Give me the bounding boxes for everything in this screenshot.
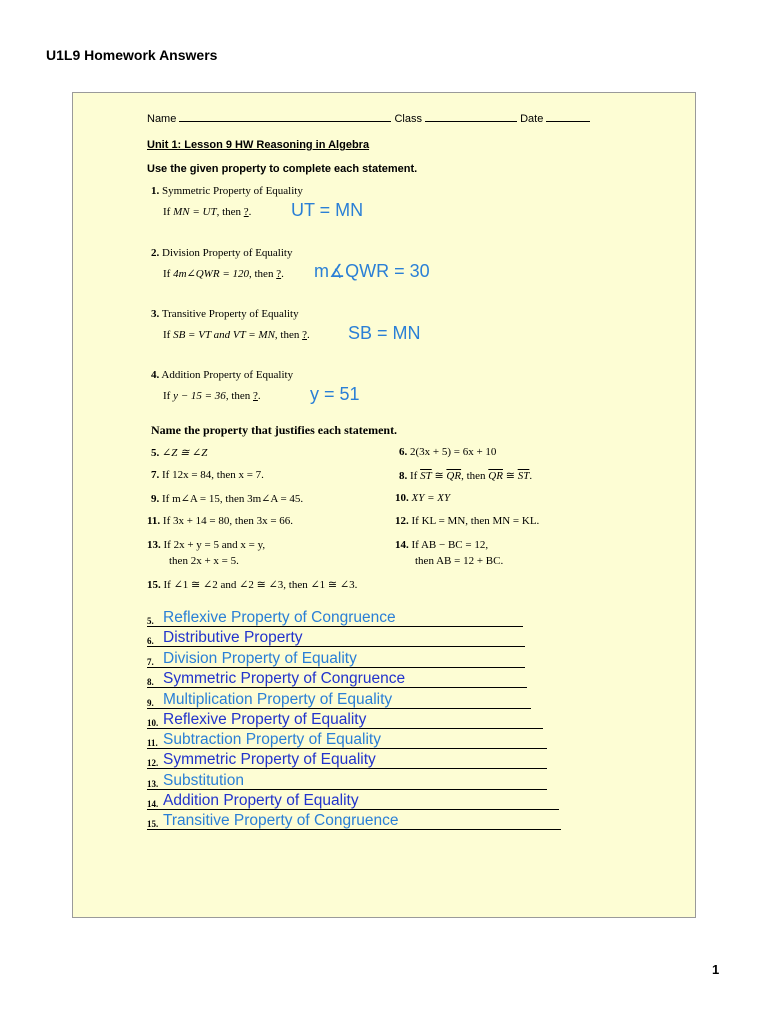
problem-4-statement: If y − 15 = 36, then ?. bbox=[163, 390, 261, 402]
answer-line-7: 7. Division Property of Equality bbox=[147, 649, 525, 668]
answer-3: SB = MN bbox=[348, 323, 421, 343]
statement-5: 5. ∠Z ≅ ∠Z bbox=[151, 447, 208, 459]
answer-4: y = 51 bbox=[310, 384, 360, 404]
answer-2: m∡QWR = 30 bbox=[314, 261, 430, 281]
statement-6: 6. 2(3x + 5) = 6x + 10 bbox=[399, 446, 497, 458]
class-label: Class bbox=[394, 113, 422, 125]
page-title: U1L9 Homework Answers bbox=[46, 47, 218, 63]
name-label: Name bbox=[147, 113, 177, 125]
statement-7: 7. If 12x = 84, then x = 7. bbox=[151, 469, 264, 481]
problem-3-property: 3. Transitive Property of Equality bbox=[151, 308, 299, 320]
statement-14-line-2: then AB = 12 + BC. bbox=[415, 555, 504, 567]
answer-line-5: 5. Reflexive Property of Congruence bbox=[147, 608, 523, 627]
answer-line-8: 8. Symmetric Property of Congruence bbox=[147, 669, 527, 688]
answer-line-9: 9. Multiplication Property of Equality bbox=[147, 690, 531, 709]
statement-9: 9. If m∠A = 15, then 3m∠A = 45. bbox=[151, 493, 304, 505]
segment-qr: $\overline{QR}$ bbox=[446, 470, 462, 482]
problem-4-property: 4. Addition Property of Equality bbox=[151, 369, 294, 381]
answer-1: UT = MN bbox=[291, 200, 364, 220]
answer-line-11: 11. Subtraction Property of Equality bbox=[147, 730, 547, 749]
statement-14: 14. If AB − BC = 12, bbox=[395, 539, 489, 551]
statement-12: 12. If KL = MN, then MN = KL. bbox=[395, 515, 540, 527]
answer-line-12: 12. Symmetric Property of Equality bbox=[147, 750, 547, 769]
statement-8: 8. If $\overline{ST}$ ≅ $\overline{QR}$, then $\overline{QR}$ ≅ $\overline{ST}$. bbox=[399, 470, 533, 482]
problem-3-statement: If SB = VT and VT = MN, then ?. bbox=[163, 329, 310, 341]
problem-1-statement: If MN = UT, then ?. bbox=[163, 206, 252, 218]
answer-line-15: 15. Transitive Property of Congruence bbox=[147, 811, 561, 830]
instruction-2: Name the property that justifies each statement. bbox=[151, 423, 398, 437]
answer-line-6: 6. Distributive Property bbox=[147, 628, 525, 647]
page-number: 1 bbox=[712, 962, 720, 977]
answer-line-10: 10. Reflexive Property of Equality bbox=[147, 710, 543, 729]
problem-2-property: 2. Division Property of Equality bbox=[151, 247, 293, 259]
worksheet bbox=[72, 92, 696, 918]
lesson-title: Unit 1: Lesson 9 HW Reasoning in Algebra bbox=[147, 139, 370, 151]
problem-2-statement: If 4m∠QWR = 120, then ?. bbox=[163, 268, 284, 280]
segment-st: $\overline{ST}$ bbox=[420, 470, 432, 482]
statement-13: 13. If 2x + y = 5 and x = y, bbox=[147, 539, 266, 551]
statement-10: 10. XY = XY bbox=[395, 492, 451, 504]
instruction-1: Use the given property to complete each statement. bbox=[147, 163, 418, 175]
problem-1-property: 1. Symmetric Property of Equality bbox=[151, 185, 303, 197]
answer-line-14: 14. Addition Property of Equality bbox=[147, 791, 559, 810]
date-label: Date bbox=[520, 113, 544, 125]
segment-st: $\overline{ST}$ bbox=[517, 470, 530, 482]
answer-line-13: 13. Substitution bbox=[147, 771, 547, 790]
name-line bbox=[147, 113, 590, 125]
statement-13-line-2: then 2x + x = 5. bbox=[169, 555, 239, 567]
segment-qr: $\overline{QR}$ bbox=[488, 470, 503, 482]
statement-15: 15. If ∠1 ≅ ∠2 and ∠2 ≅ ∠3, then ∠1 ≅ ∠3. bbox=[147, 579, 358, 591]
statement-11: 11. If 3x + 14 = 80, then 3x = 66. bbox=[147, 515, 294, 527]
